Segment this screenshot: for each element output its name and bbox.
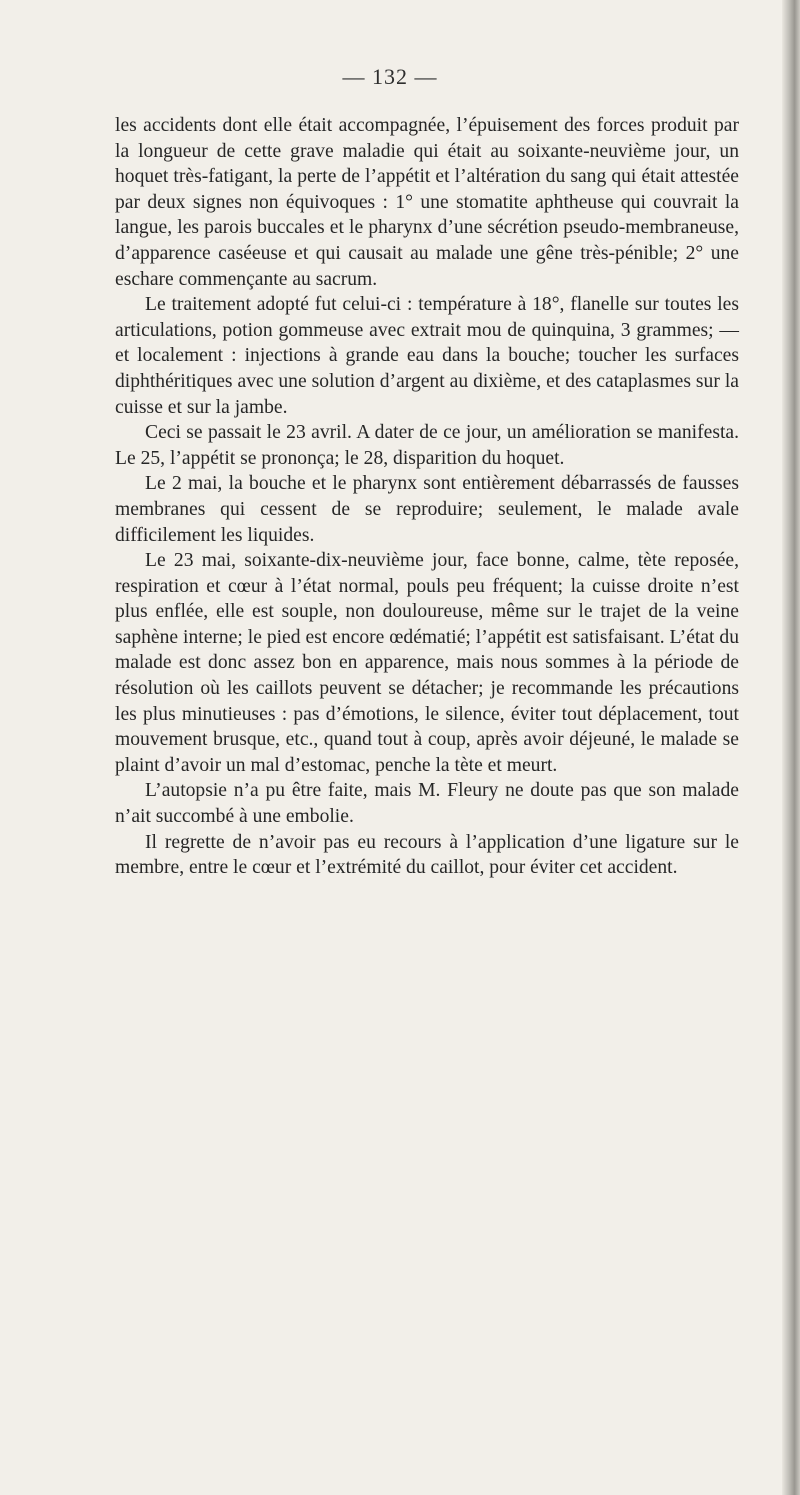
paragraph-1: les accidents dont elle était accompagnée, l’épuisement des forces produit par la longueur de cette grave maladie qui était au soixante-neuvième jour, un hoquet très-fatigant, la perte de l’appétit et l’altération du sang qui était attestée par deux signes non équivoques : 1° une stomatite aphtheuse qui couvrait la langue, les parois buccales et le pharynx d’une sécrétion pseudo-membraneuse, d’apparence caséeuse et qui causait au malade une gêne très-pénible; 2° une eschare commençante au sacrum. [115, 115, 739, 290]
paragraph-6: L’autopsie n’a pu être faite, mais M. Fleury ne doute pas que son malade n’ait succombé à une embolie. [115, 780, 739, 828]
paragraph-7: Il regrette de n’avoir pas eu recours à l’application d’une ligature sur le membre, entre le cœur et l’extrémité du caillot, pour éviter cet accident. [115, 831, 739, 879]
paragraph-4: Le 2 mai, la bouche et le pharynx sont entièrement débarrassés de fausses membranes qui cessent de se reproduire; seulement, le malade avale difficilement les liquides. [115, 473, 739, 546]
paragraph-3: Ceci se passait le 23 avril. A dater de ce jour, un amélioration se manifesta. Le 25, l’appétit se prononça; le 28, disparition du hoquet. [115, 422, 739, 469]
page-edge-shadow [782, 0, 800, 1495]
paragraph-2: Le traitement adopté fut celui-ci : température à 18°, flanelle sur toutes les articulations, potion gommeuse avec extrait mou de quinquina, 3 grammes; — et localement : injections à grande eau dans la bouche; toucher les surfaces diphthéritiques avec une solution d’argent au dixième, et des cataplasmes sur la cuisse et sur la jambe. [115, 294, 739, 418]
paragraph-5: Le 23 mai, soixante-dix-neuvième jour, face bonne, calme, tète reposée, respiration et cœur à l’état normal, pouls peu fréquent; la cuisse droite n’est plus enflée, elle est souple, non douloureuse, même sur le trajet de la veine saphène interne; le pied est encore œdématié; l’appétit est satisfaisant. L’état du malade est donc assez bon en apparence, mais nous sommes à la période de résolution où les caillots peuvent se détacher; je recommande les précautions les plus minutieuses : pas d’émotions, le silence, éviter tout déplacement, tout mouvement brusque, etc., quand tout à coup, après avoir déjeuné, le malade se plaint d’avoir un mal d’estomac, penche la tète et meurt. [115, 550, 739, 776]
page-number-header: — 132 — [342, 64, 438, 89]
page-body-text [115, 113, 739, 881]
